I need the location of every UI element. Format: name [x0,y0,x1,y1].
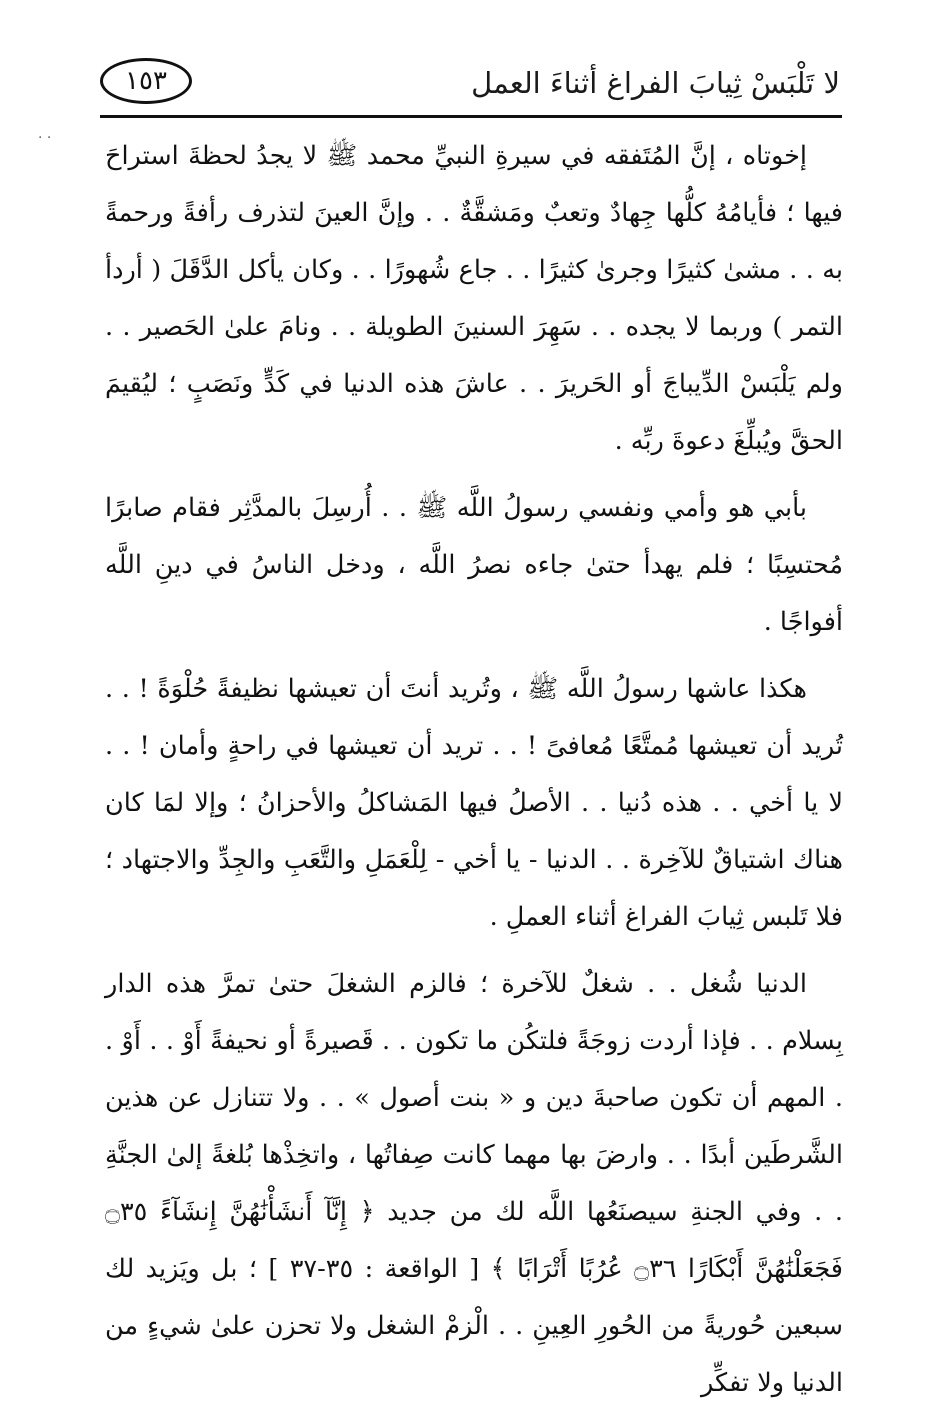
scan-mark: · · [38,130,52,146]
page-header [100,52,840,112]
running-title: لا تَلْبَسْ ثِيابَ الفراغ أثناءَ العمل [471,66,840,100]
paragraph-3: هكذا عاشها رسولُ اللَّه ﷺ ، وتُريد أنتَ أن تعيشها نظيفةً حُلْوَةً ! . . تُريد أن تعيشها مُمتَّعًا مُعافىً ! . . تريد أن تعيشها في راحةٍ وأمان ! . . لا يا أخي . . هذه دُنيا . . الأصلُ فيها المَشاكلُ والأحزانُ ؛ وإلا لمَا كان هناك اشتياقٌ للآخِرة . . الدنيا - يا أخي - لِلْعَمَلِ والتَّعَبِ والجِدِّ والاجتهاد ؛ فلا تَلبس ثِيابَ الفراغ أثناء العملِ . [105,674,843,932]
paragraph-2: بأبي هو وأمي ونفسي رسولُ اللَّه ﷺ . . أُرسِلَ بالمدَّثِر فقام صابرًا مُحتسِبًا ؛ فلم يهدأ حتىٰ جاءه نصرُ اللَّه ، ودخل الناسُ في دينِ اللَّه أفواجًا . [105,493,843,637]
paragraph-1: إخوتاه ، إنَّ المُتَفقه في سيرةِ النبيِّ محمد ﷺ لا يجدُ لحظةَ استراحَ فيها ؛ فأيامُهُ كلُّها جِهادٌ وتعبٌ ومَشقَّةٌ . . وإنَّ العينَ لتذرف رأفةً ورحمةً به . . مشىٰ كثيرًا وجرىٰ كثيرًا . . جاع شُهورًا . . وكان يأكل الدَّقَلَ ( أردأ التمر ) وربما لا يجده . . سَهِرَ السنينَ الطويلة . . ونامَ علىٰ الحَصير . . ولم يَلْبَسْ الدِّيباجَ أو الحَريرَ . . عاشَ هذه الدنيا في كَدٍّ ونَصَبٍ ؛ ليُقيمَ الحقَّ ويُبلِّغَ دعوةَ ربِّه . [105,141,843,456]
paragraph-4: الدنيا شُغل . . شغلٌ للآخرة ؛ فالزم الشغلَ حتىٰ تمرَّ هذه الدار بِسلام . . فإذا أردت زوجَةً فلتكُن ما تكون . . قَصيرةً أو نحيفةً أَوْ . . أَوْ . . المهم أن تكون صاحبةَ دين و « بنت أصول » . . ولا تتنازل عن هذين الشَّرطَين أبدًا . . وارضَ بها مهما كانت صِفاتُها ، واتخِذْها بُلغةً إلىٰ الجنَّةِ . . وفي الجنةِ سيصنَعُها اللَّه لك من جديد ﴿ إِنَّآ أَنشَأْنَٰهُنَّ إِنشَآءً ۝٣٥ فَجَعَلْنَٰهُنَّ أَبْكَارًا ۝٣٦ عُرُبًا أَتْرَابًا ﴾ [ الواقعة : ٣٥-٣٧ ] ؛ بل ويَزيد لك سبعين حُوريةً من الحُورِ العِينِ . . الْزمْ الشغل ولا تحزن علىٰ شيءٍ من الدنيا ولا تفكِّر [105,969,843,1398]
header-divider [100,115,842,118]
body-text [105,128,843,1412]
page-number: ١٥٣ [125,66,167,96]
page-number-oval [100,58,192,104]
